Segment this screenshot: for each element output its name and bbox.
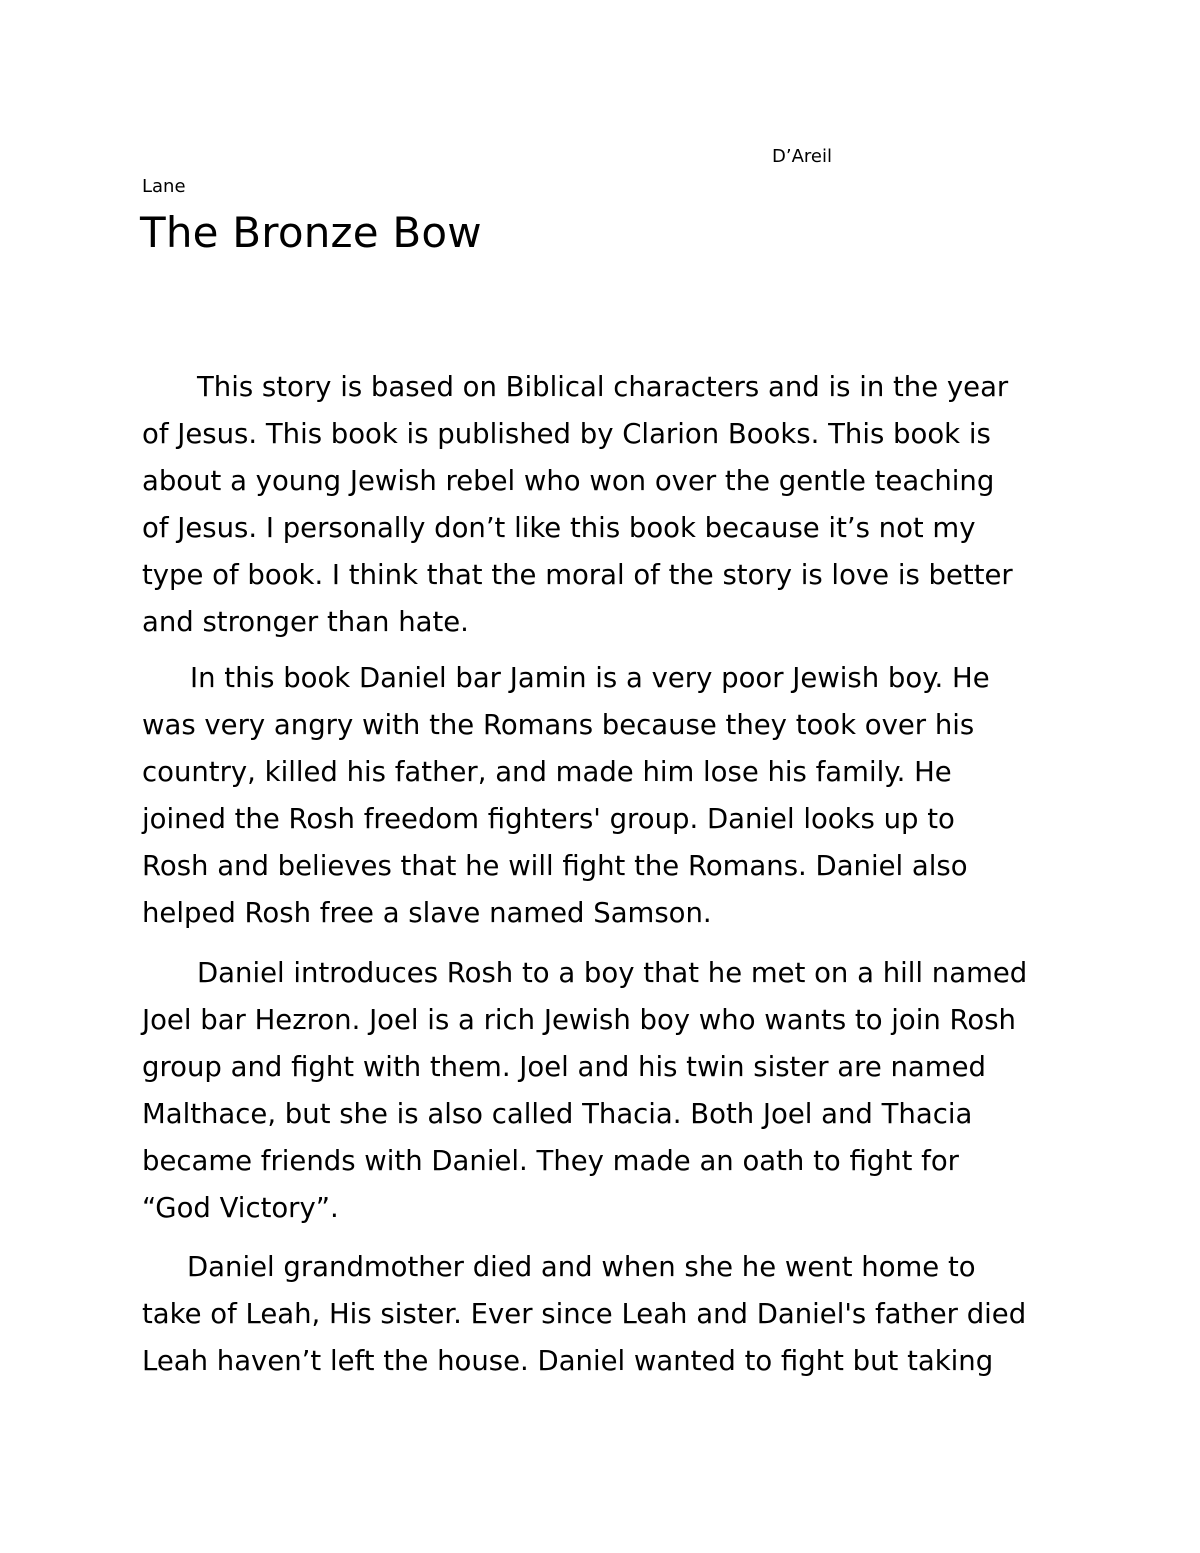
paragraph-line: Rosh and believes that he will fight the Romans. Daniel also — [142, 850, 968, 882]
paragraph-daniel — [142, 655, 990, 937]
paragraph-line: type of book. I think that the moral of the story is love is better — [142, 559, 1013, 591]
paragraph-line: and stronger than hate. — [142, 606, 469, 638]
paragraph-intro — [142, 364, 1013, 646]
paragraph-line: Daniel introduces Rosh to a boy that he met on a hill named — [197, 957, 1028, 989]
paragraph-line: In this book Daniel bar Jamin is a very poor Jewish boy. He — [190, 662, 990, 694]
paragraph-joel — [142, 950, 1027, 1232]
author-first-name: D’Areil — [772, 146, 832, 167]
paragraph-line: country, killed his father, and made him lose his family. He — [142, 756, 952, 788]
paragraph-line: helped Rosh free a slave named Samson. — [142, 897, 712, 929]
paragraph-line: of Jesus. I personally don’t like this book because it’s not my — [142, 512, 976, 544]
paragraph-line: group and fight with them. Joel and his twin sister are named — [142, 1051, 986, 1083]
paragraph-line: Malthace, but she is also called Thacia. Both Joel and Thacia — [142, 1098, 973, 1130]
paragraph-line: joined the Rosh freedom fighters' group. Daniel looks up to — [142, 803, 955, 835]
paragraph-line: was very angry with the Romans because they took over his — [142, 709, 975, 741]
paragraph-line: Daniel grandmother died and when she he went home to — [187, 1251, 976, 1283]
paragraph-leah — [142, 1244, 1026, 1385]
document-title: The Bronze Bow — [140, 208, 482, 257]
author-last-name: Lane — [142, 176, 186, 197]
paragraph-line: Joel bar Hezron. Joel is a rich Jewish boy who wants to join Rosh — [142, 1004, 1016, 1036]
paragraph-line: of Jesus. This book is published by Clarion Books. This book is — [142, 418, 991, 450]
paragraph-line: This story is based on Biblical characters and is in the year — [197, 371, 1009, 403]
paragraph-line: take of Leah, His sister. Ever since Leah and Daniel's father died — [142, 1298, 1027, 1330]
paragraph-line: about a young Jewish rebel who won over the gentle teaching — [142, 465, 995, 497]
paragraph-line: “God Victory”. — [142, 1192, 339, 1224]
paragraph-line: Leah haven’t left the house. Daniel wanted to fight but taking — [142, 1345, 994, 1377]
paragraph-line: became friends with Daniel. They made an oath to fight for — [142, 1145, 959, 1177]
